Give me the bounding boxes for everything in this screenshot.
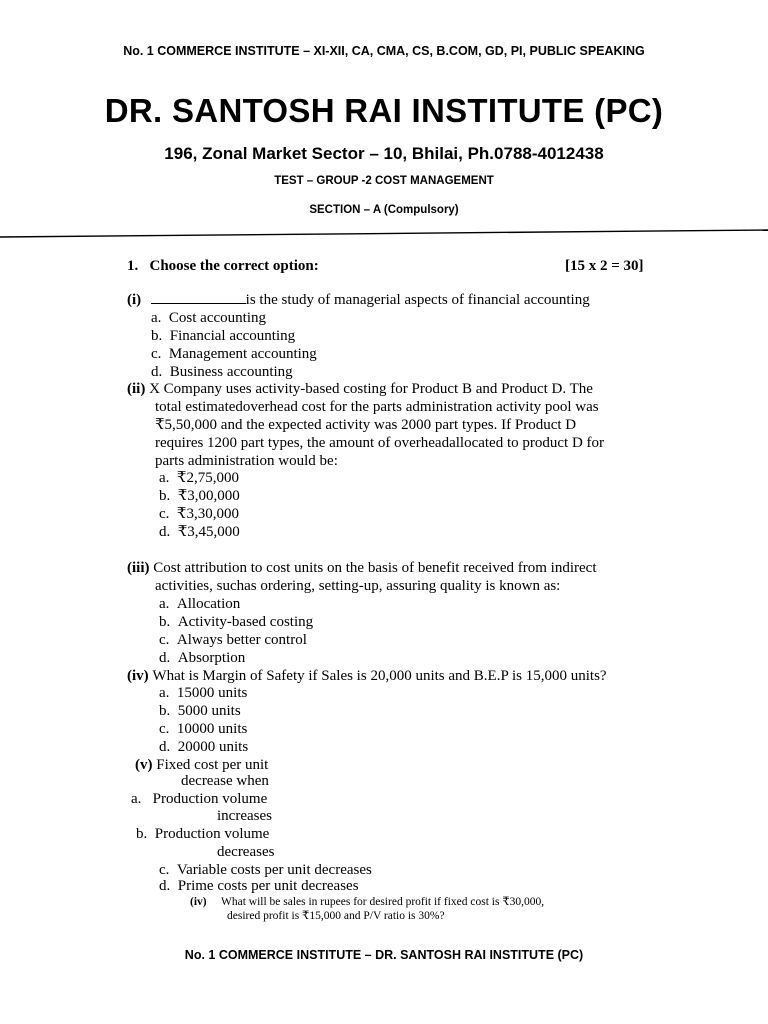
question-text-line: decrease when: [181, 773, 269, 789]
option-letter: c.: [159, 721, 170, 737]
option-text: Management accounting: [168, 346, 317, 362]
option-letter: a.: [159, 596, 170, 612]
question-text-line: parts administration would be:: [155, 453, 338, 469]
option-letter: d.: [159, 739, 171, 755]
question-iii: [127, 559, 596, 577]
option-item: [151, 309, 266, 327]
option-continuation: decreases: [217, 844, 275, 860]
option-letter: c.: [159, 506, 170, 522]
question-label: (iv): [127, 668, 149, 684]
question-heading: [127, 258, 319, 275]
option-item: [159, 487, 240, 505]
option-letter: c.: [151, 346, 162, 362]
question-text: Fixed cost per unit: [156, 757, 269, 773]
option-item: [159, 631, 307, 649]
option-text: Financial accounting: [169, 328, 296, 344]
question-i: [127, 291, 590, 309]
option-item: [151, 327, 295, 345]
question-text-line: activities, suchas ordering, setting-up, assuring quality is known as:: [155, 578, 561, 594]
option-letter: a.: [159, 470, 170, 486]
option-text: Absorption: [177, 650, 246, 666]
option-item: [159, 877, 359, 895]
option-letter: b.: [151, 328, 163, 344]
option-item: [159, 595, 240, 613]
option-letter: d.: [159, 878, 171, 894]
option-letter: a.: [131, 791, 142, 807]
test-title: TEST – GROUP -2 COST MANAGEMENT: [274, 175, 494, 187]
option-text: Activity-based costing: [177, 614, 314, 630]
option-text: ₹3,30,000: [176, 506, 239, 522]
question-text: is the study of managerial aspects of financial accounting: [245, 292, 590, 308]
section-title: SECTION – A (Compulsory): [309, 204, 459, 216]
question-text: X Company uses activity-based costing for Product B and Product D. The: [149, 381, 593, 397]
option-letter: b.: [159, 488, 171, 504]
option-continuation: increases: [217, 808, 272, 824]
option-item: [159, 505, 239, 523]
header-divider: [0, 226, 768, 240]
option-text: Prime costs per unit decreases: [177, 878, 359, 894]
option-item: [151, 363, 293, 381]
question-text-line: total estimatedoverhead cost for the parts administration activity pool was: [155, 399, 599, 415]
option-text: 20000 units: [177, 739, 249, 755]
question-instruction: Choose the correct option:: [149, 258, 319, 274]
question-label: (ii): [127, 381, 146, 397]
question-text-line: requires 1200 part types, the amount of overheadallocated to product D for: [155, 435, 605, 451]
question-label: (i): [127, 292, 142, 308]
option-text: Always better control: [176, 632, 307, 648]
page-footer: No. 1 COMMERCE INSTITUTE – DR. SANTOSH RAI INSTITUTE (PC): [184, 948, 584, 962]
question-marks: [15 x 2 = 30]: [565, 258, 644, 274]
option-letter: c.: [159, 632, 170, 648]
option-text: 10000 units: [176, 721, 248, 737]
question-text: Cost attribution to cost units on the basis of benefit received from indirect: [153, 560, 597, 576]
question-ii: [127, 380, 593, 398]
option-letter: b.: [136, 826, 148, 842]
option-text: ₹3,45,000: [177, 524, 240, 540]
option-letter: d.: [159, 524, 171, 540]
answer-blank: [151, 291, 246, 304]
question-iv: [127, 667, 607, 685]
option-item: [159, 469, 239, 487]
question-number: 1.: [127, 258, 139, 274]
question-label: (iii): [127, 560, 150, 576]
question-text-line: desired profit is ₹15,000 and P/V ratio is 30%?: [227, 910, 445, 922]
question-label: (iv): [190, 896, 207, 908]
option-text: Business accounting: [169, 364, 293, 380]
option-letter: b.: [159, 614, 171, 630]
option-letter: c.: [159, 862, 170, 878]
option-letter: a.: [151, 310, 162, 326]
option-text: ₹3,00,000: [177, 488, 240, 504]
option-text: Variable costs per unit decreases: [176, 862, 372, 878]
institute-name: DR. SANTOSH RAI INSTITUTE (PC): [104, 92, 664, 129]
question-iv-sales: [190, 895, 544, 909]
institute-address: 196, Zonal Market Sector – 10, Bhilai, Ph.0788-4012438: [164, 144, 604, 163]
option-item: [159, 702, 241, 720]
question-text-line: ₹5,50,000 and the expected activity was 2000 part types. If Product D: [155, 417, 577, 433]
top-header-line: No. 1 COMMERCE INSTITUTE – XI-XII, CA, CMA, CS, B.COM, GD, PI, PUBLIC SPEAKING: [123, 44, 645, 58]
option-item: [159, 684, 247, 702]
option-text: Production volume: [152, 791, 268, 807]
question-text: What is Margin of Safety if Sales is 20,000 units and B.E.P is 15,000 units?: [152, 668, 607, 684]
option-text: 5000 units: [177, 703, 241, 719]
question-label: (v): [135, 757, 153, 773]
option-item: [136, 825, 269, 843]
option-item: [159, 720, 247, 738]
option-letter: d.: [159, 650, 171, 666]
option-text: ₹2,75,000: [176, 470, 239, 486]
option-text: 15000 units: [176, 685, 248, 701]
option-item: [159, 523, 240, 541]
option-item: [159, 613, 313, 631]
option-item: [159, 649, 245, 667]
option-letter: d.: [151, 364, 163, 380]
option-item: [151, 345, 317, 363]
option-item: [159, 738, 248, 756]
option-letter: a.: [159, 685, 170, 701]
option-text: Allocation: [176, 596, 241, 612]
option-item: [131, 790, 267, 808]
option-text: Production volume: [154, 826, 270, 842]
question-text: What will be sales in rupees for desired profit if fixed cost is ₹30,000,: [220, 896, 545, 908]
option-letter: b.: [159, 703, 171, 719]
option-text: Cost accounting: [168, 310, 266, 326]
